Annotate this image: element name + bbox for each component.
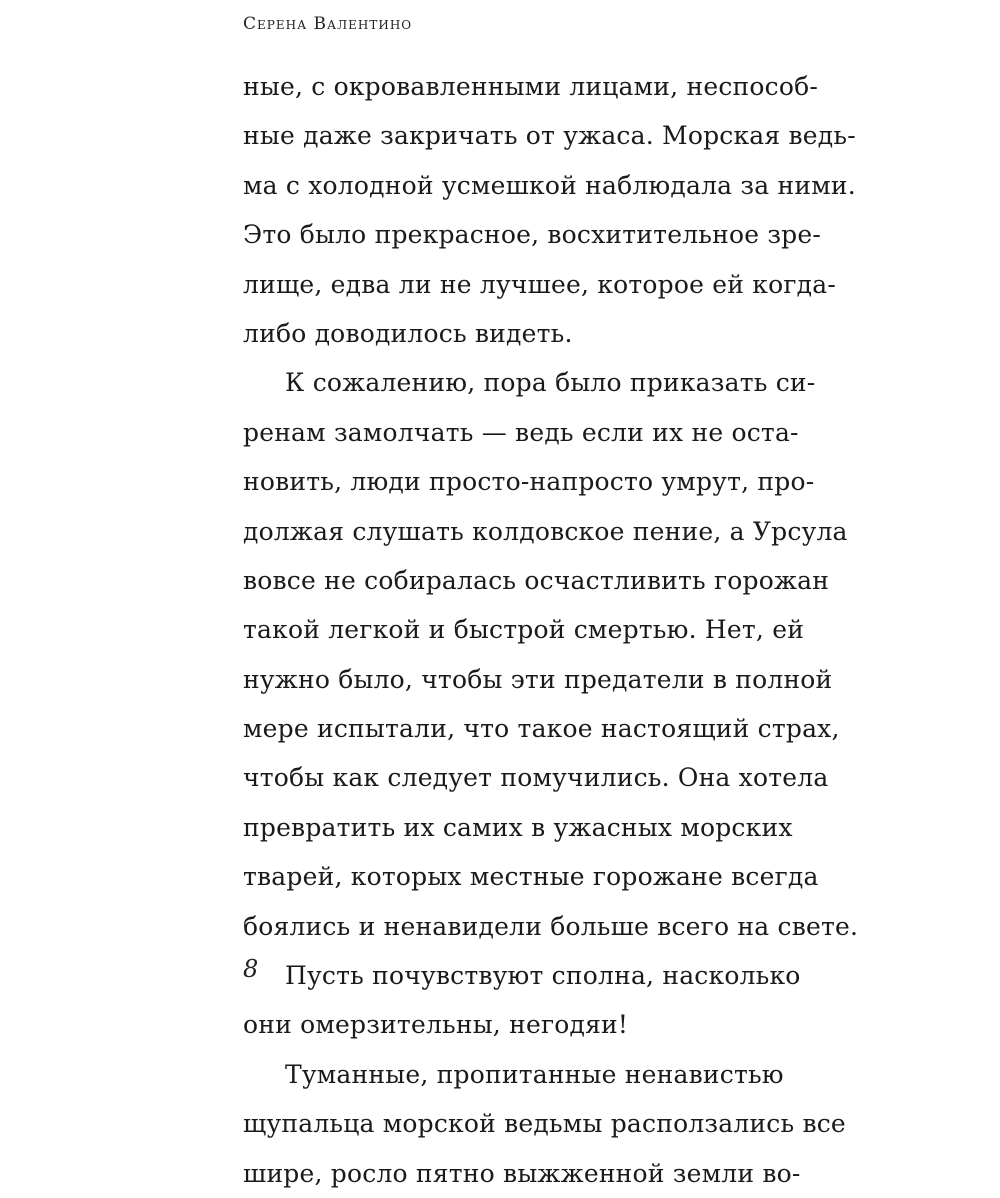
text-line: вовсе не собиралась осчастливить горожан (243, 565, 830, 595)
text-line: ма с холодной усмешкой наблюдала за ними. (243, 170, 856, 200)
text-line: К сожалению, пора было приказать си- (285, 368, 816, 398)
text-line: чтобы как следует помучились. Она хотела (243, 763, 829, 793)
text-line: новить, люди просто-напросто умрут, про- (243, 467, 815, 497)
text-line: должая слушать колдовское пение, а Урсула (243, 516, 848, 546)
text-line: лище, едва ли не лучшее, которое ей когда- (243, 269, 837, 299)
running-head: Серена Валентино (243, 14, 413, 34)
text-line: такой легкой и быстрой смертью. Нет, ей (243, 615, 805, 645)
text-line: тварей, которых местные горожане всегда (243, 862, 819, 892)
text-line: мере испытали, что такое настоящий страх, (243, 714, 840, 744)
text-line: превратить их самих в ужасных морских (243, 812, 793, 842)
text-line: Пусть почувствуют сполна, насколько (285, 961, 801, 991)
text-line: ные даже закричать от ужаса. Морская ведь- (243, 121, 856, 151)
page-number: 8 (243, 955, 259, 983)
text-line: Это было прекрасное, восхитительное зре- (243, 220, 822, 250)
text-line: Туманные, пропитанные ненавистью (285, 1059, 784, 1089)
text-line: ренам замолчать — ведь если их не оста- (243, 417, 799, 447)
text-line: щупальца морской ведьмы расползались все (243, 1109, 846, 1139)
body-text (243, 62, 859, 1198)
text-line: нужно было, чтобы эти предатели в полной (243, 664, 833, 694)
text-line: шире, росло пятно выжженной земли во- (243, 1158, 801, 1188)
text-line: либо доводилось видеть. (243, 318, 573, 348)
text-line: боялись и ненавидели больше всего на свете. (243, 911, 859, 941)
text-line: они омерзительны, негодяи! (243, 1010, 629, 1040)
text-line: ные, с окровавленными лицами, неспособ- (243, 72, 818, 101)
